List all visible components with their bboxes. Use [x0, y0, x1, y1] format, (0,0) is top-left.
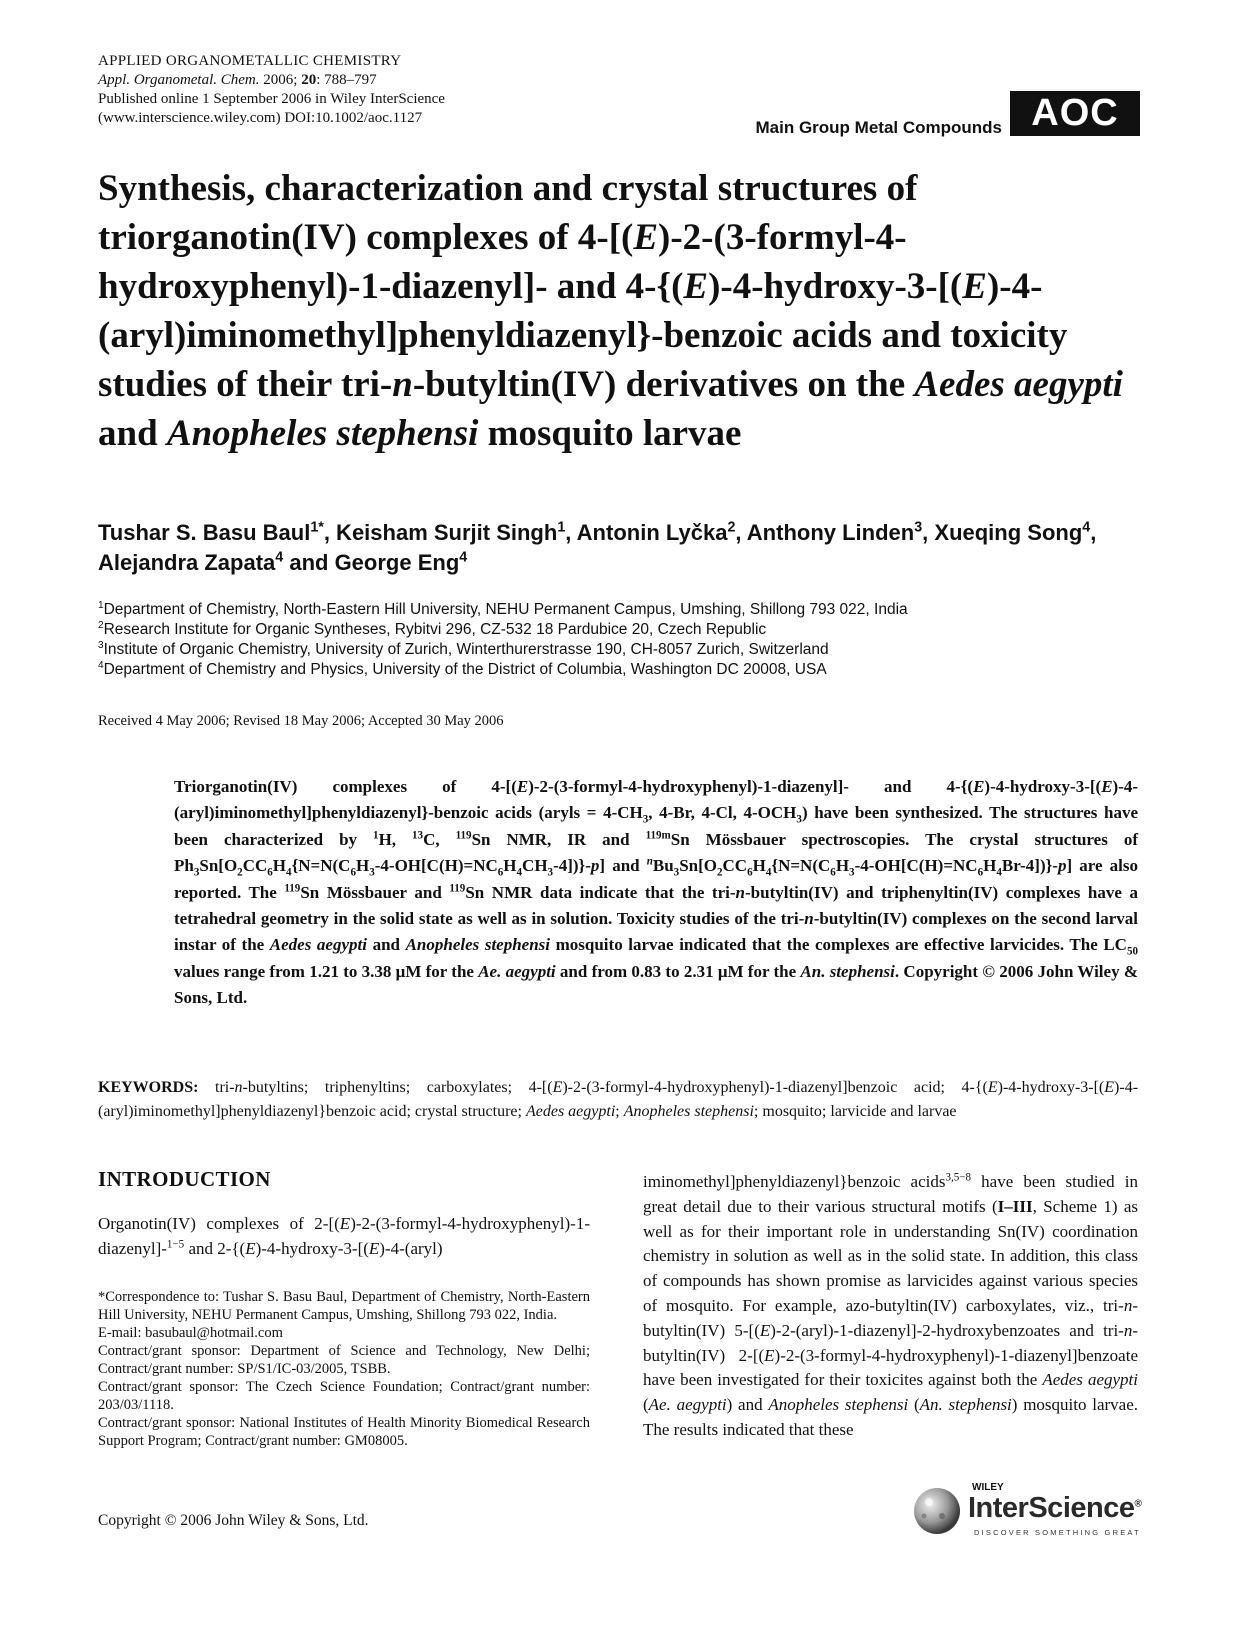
footnote: *Correspondence to: Tushar S. Basu Baul, Department of Chemistry, North-Eastern Hill University, NEHU Permanent Campus, Umshing, Shillong 793 022, India. — [98, 1289, 590, 1323]
published-line: Published online 1 September 2006 in Wiley InterScience — [98, 91, 445, 107]
intro-paragraph-right: iminomethyl]phenyldiazenyl}benzoic acids$^{3,5-8}$ have been studied in great detail due to their various structural motifs (I–III, Scheme 1) as well as for their important role in understanding Sn(IV) coordination chemistry in solution as well as in the solid state. In addition, this class of compounds has shown promise as larvicides against various species of mosquito. For example, azo-butyltin(IV) carboxylates, viz., tri-n-butyltin(IV) 5-[(E)-2-(aryl)-1-diazenyl]-2-hydroxybenzoates and tri-n-butyltin(IV) 2-[(E)-2-(3-formyl-4-hydroxyphenyl)-1-diazenyl]benzoate have been investigated for their toxicites against both the Aedes aegypti (Ae. aegypti) and Anopheles stephensi (An. stephensi) mosquito larvae. The results indicated that these — [643, 1171, 1139, 1439]
left-column — [98, 1167, 590, 1262]
abstract: Triorganotin(IV) complexes of 4-[(E)-2-(3-formyl-4-hydroxyphenyl)-1-diazenyl]- and 4-{(E)-4-hydroxy-3-[(E)-4-(aryl)iminomethyl]phenyldiazenyl}-benzoic acids (aryls = $4-CH_3$, 4-Br, 4-Cl, $4-OCH_3$) have been synthesized. The structures have been characterized by $^1$H, $^{13}$C, $^{119}$Sn NMR, IR and $^{119m}$Sn Mössbauer spectroscopies. The crystal structures of $Ph_3Sn[O_2CC_6H_4\{N=N(C_6H_3-4-OH[C(H)=NC_6H_4CH_3-4])\}-p]$ and $^nBu_3Sn[O_2CC_6H_4\{N=N(C_6H_3-4-OH[C(H)=NC_6H_4Br-4])\}-p]$ are also reported. The $^{119}$Sn Mössbauer and $^{119}$Sn NMR data indicate that the tri-n-butyltin(IV) and triphenyltin(IV) complexes have a tetrahedral geometry in the solid state as well as in solution. Toxicity studies of the tri-n-butyltin(IV) complexes on the second larval instar of the Aedes aegypti and Anopheles stephensi mosquito larvae indicated that the complexes are effective larvicides. The $LC_{50}$ values range from 1.21 to 3.38 μM for the Ae. aegypti and from 0.83 to 2.31 μM for the An. stephensi. Copyright © 2006 John Wiley & Sons, Ltd. — [174, 777, 1139, 1008]
journal-header — [98, 52, 445, 128]
interscience-wordmark: InterScience® — [968, 1492, 1142, 1524]
logo-tagline: DISCOVER SOMETHING GREAT — [974, 1528, 1141, 1537]
footnote: E-mail: basubaul@hotmail.com — [98, 1325, 283, 1341]
doi-line: (www.interscience.wiley.com) DOI:10.1002/aoc.1127 — [98, 110, 423, 126]
right-column — [643, 1170, 1138, 1443]
affiliation: $^4$Department of Chemistry and Physics, University of the District of Columbia, Washington DC 20008, USA — [98, 659, 827, 678]
wiley-interscience-logo — [912, 1480, 1144, 1544]
affiliation: $^2$Research Institute for Organic Syntheses, Rybitvi 296, CZ-532 18 Pardubice 20, Czech Republic — [98, 619, 767, 638]
intro-paragraph-left: Organotin(IV) complexes of 2-[(E)-2-(3-formyl-4-hydroxyphenyl)-1-diazenyl]-$^{1-5}$ and 2-{(E)-4-hydroxy-3-[(E)-4-(aryl) — [98, 1214, 590, 1258]
globe-icon — [912, 1486, 962, 1536]
aoc-logo: AOC — [1010, 91, 1140, 136]
section-heading: INTRODUCTION — [98, 1167, 271, 1191]
footnotes — [98, 1288, 590, 1450]
journal-name: APPLIED ORGANOMETALLIC CHEMISTRY — [98, 53, 402, 69]
author-list: Tushar S. Basu Baul$^{1*}$, Keisham Surjit Singh$^1$, Antonin Lyčka$^2$, Anthony Linden$^3$, Xueqing Song$^4$, Alejandra Zapata$^4$ and George Eng$^4$ — [98, 519, 1097, 575]
footnote: Contract/grant sponsor: National Institutes of Health Minority Biomedical Research Support Program; Contract/grant number: GM08005. — [98, 1415, 590, 1449]
keywords: KEYWORDS: tri-n-butyltins; triphenyltins; carboxylates; 4-[(E)-2-(3-formyl-4-hydroxyphenyl)-1-diazenyl]benzoic acid; 4-{(E)-4-hydroxy-3-[(E)-4-(aryl)iminomethyl]phenyldiazenyl}benzoic acid; crystal structure; Aedes aegypti; Anopheles stephensi; mosquito; larvicide and larvae — [98, 1079, 1139, 1120]
affiliation: $^1$Department of Chemistry, North-Eastern Hill University, NEHU Permanent Campus, Umshing, Shillong 793 022, India — [98, 599, 908, 618]
affiliation: $^3$Institute of Organic Chemistry, University of Zurich, Winterthurerstrasse 190, CH-8057 Zurich, Switzerland — [98, 639, 829, 658]
wiley-wordmark: WILEY — [972, 1482, 1004, 1493]
affiliations — [98, 600, 1148, 680]
journal-citation: Appl. Organometal. Chem. 2006; 20: 788–797 — [98, 72, 377, 88]
footnote: Contract/grant sponsor: Department of Science and Technology, New Delhi; Contract/grant number: SP/S1/IC-03/2005, TSBB. — [98, 1343, 590, 1377]
footnote: Contract/grant sponsor: The Czech Science Foundation; Contract/grant number: 203/03/1118. — [98, 1379, 590, 1413]
article-title: Synthesis, characterization and crystal structures of triorganotin(IV) complexes of 4-[(E)-2-(3-formyl-4-hydroxyphenyl)-1-diazenyl]- and 4-{(E)-4-hydroxy-3-[(E)-4-(aryl)iminomethyl]phenyldiazenyl}-benzoic acids and toxicity studies of their tri-n-butyltin(IV) derivatives on the Aedes aegypti and Anopheles stephensi mosquito larvae — [98, 168, 1123, 454]
received-dates: Received 4 May 2006; Revised 18 May 2006; Accepted 30 May 2006 — [98, 713, 504, 729]
copyright-footer: Copyright © 2006 John Wiley & Sons, Ltd. — [98, 1512, 369, 1529]
section-label: Main Group Metal Compounds — [755, 118, 1002, 137]
